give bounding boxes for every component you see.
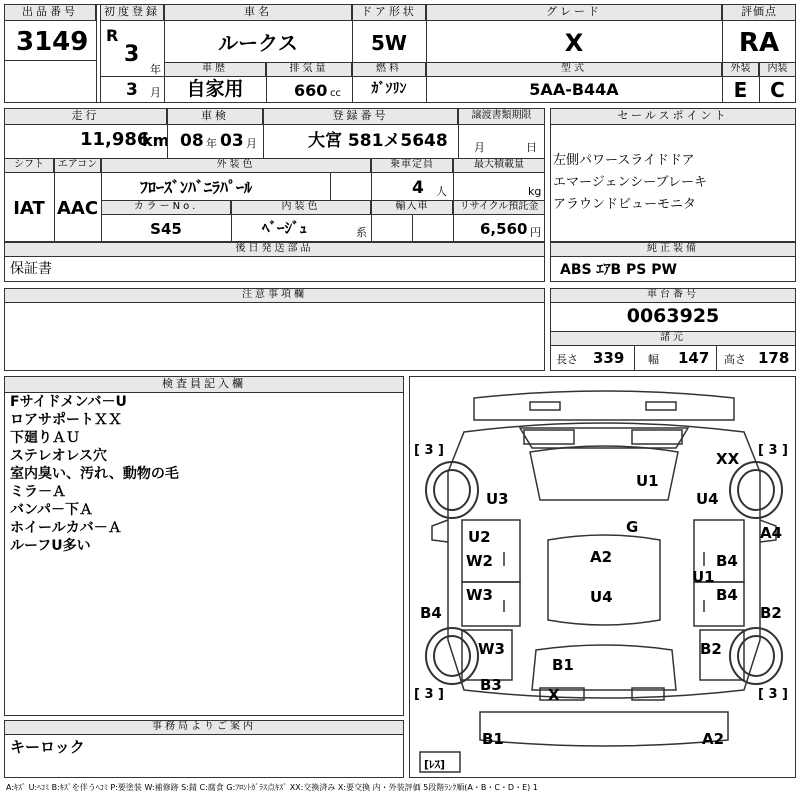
dimensions-header: 諸元 <box>550 331 796 346</box>
inspection-month: 03 <box>220 131 244 151</box>
inspection-year: 08 <box>180 131 204 151</box>
capacity-unit: 人 <box>436 185 447 198</box>
mark-w2: W2 <box>466 552 493 570</box>
inspection-header: 車検 <box>167 108 263 125</box>
recycle-header: リサイクル預託金 <box>453 200 545 215</box>
score-header: 評価点 <box>722 4 796 21</box>
office-header: 事務局よりご案内 <box>4 720 404 735</box>
history-header: 車歴 <box>164 62 266 77</box>
mark-b4-r2: B4 <box>716 586 738 604</box>
model-code: 5AA-B44A <box>529 80 619 99</box>
plate-header: 登録番号 <box>263 108 458 125</box>
mark-g: G <box>626 518 639 536</box>
mark-w3-lower: W3 <box>478 640 505 658</box>
capacity: 4 <box>412 178 424 198</box>
sales-points-header: セールスポイント <box>550 108 796 125</box>
exterior-color: ﾌﾛｰｽﾞﾝﾊﾞﾆﾗﾊﾟｰﾙ <box>140 178 253 197</box>
car-diagram <box>409 376 796 778</box>
width-label: 幅 <box>648 353 659 366</box>
interior-color-header: 内装色 <box>231 200 371 215</box>
max-load-unit: kg <box>528 185 542 198</box>
mark-b4-r1: B4 <box>716 552 738 570</box>
inspection-month-unit: 月 <box>246 137 257 150</box>
fuel-header: 燃料 <box>352 62 426 77</box>
recycle-fee: 6,560 <box>480 220 528 238</box>
mark-a2-bottom: A2 <box>702 730 725 748</box>
genuine-equipment-header: 純正装備 <box>550 242 796 257</box>
inspector-line-6: ミラ－Ａ <box>10 484 66 500</box>
length: 339 <box>593 349 625 367</box>
mark-u1-top: U1 <box>636 472 659 490</box>
inspector-line-5: 室内臭い、汚れ、動物の毛 <box>10 466 179 482</box>
legend: A:ｷｽﾞ U:ﾍｺﾐ B:ｷｽﾞを伴うﾍｺﾐ P:要塗装 W:補修跡 S:錆 C:腐食 G:ﾌﾛﾝﾄｶﾞﾗｽ点ｷｽﾞ XX:交換済み X:要交換 内・外装評価 5段階ﾗﾝｸ順(A・B・C・D・E) 1 <box>6 783 538 792</box>
length-label: 長さ <box>556 353 578 366</box>
displacement: 660 <box>294 81 328 100</box>
chassis-header: 車台番号 <box>550 288 796 303</box>
sales-point-3: アラウンドビューモニタ <box>553 197 697 212</box>
color-no-header: カラーNo. <box>101 200 231 215</box>
genuine-equipment-value: ABS ｴｱB PS PW <box>560 262 677 278</box>
transfer-month: 月 <box>474 141 485 154</box>
air-conditioner: AAC <box>56 198 99 219</box>
mark-b4-left: B4 <box>420 604 442 622</box>
mark-u4-right: U4 <box>696 490 719 508</box>
mark-u3: U3 <box>486 490 509 508</box>
later-parts-value: 保証書 <box>10 261 52 277</box>
mark-x: X <box>548 686 560 704</box>
mark-b2-right: B2 <box>760 604 782 622</box>
office-notice: キーロック <box>10 738 85 756</box>
car-name-header: 車名 <box>164 4 352 21</box>
inspector-line-8: ホイールカバ－Ａ <box>10 520 122 536</box>
inspector-line-3: 下廻りＡＵ <box>10 430 80 446</box>
score: RA <box>738 28 780 58</box>
door-type: 5W <box>371 31 407 55</box>
mileage-header: 走行 <box>4 108 167 125</box>
displacement-unit: cc <box>330 88 341 99</box>
model-header: 型式 <box>426 62 722 77</box>
mark-b1-mid: B1 <box>552 656 574 674</box>
transfer-day: 日 <box>526 141 537 154</box>
month-unit: 月 <box>150 86 161 99</box>
interior-color-unit: 系 <box>356 226 367 239</box>
first-reg-header: 初度登録 <box>100 4 164 21</box>
tire-fl-tread: [ 3 ] <box>414 443 444 458</box>
car-name: ルークス <box>218 31 298 55</box>
chassis-number: 0063925 <box>626 305 720 327</box>
mark-b2-lower: B2 <box>700 640 722 658</box>
exterior-score: E <box>733 78 748 102</box>
inspection-year-unit: 年 <box>206 137 217 150</box>
inspector-line-7: バンパ－下Ａ <box>10 502 94 518</box>
door-header: ドア形状 <box>352 4 426 21</box>
import-header: 輸入車 <box>371 200 453 215</box>
inspector-header: 検査員記入欄 <box>4 376 404 393</box>
plate-number: 大宮 581メ5648 <box>308 131 448 151</box>
mark-u4-center: U4 <box>590 588 613 606</box>
displacement-header: 排気量 <box>266 62 352 77</box>
interior-color: ﾍﾞｰｼﾞｭ <box>262 219 308 237</box>
history: 自家用 <box>186 78 244 100</box>
era: R <box>106 26 119 45</box>
mark-u2: U2 <box>468 528 491 546</box>
tire-rl-tread: [ 3 ] <box>414 687 444 702</box>
interior-header: 内装 <box>759 62 796 77</box>
interior-score: C <box>770 78 785 102</box>
color-header: 外装色 <box>101 158 371 173</box>
width: 147 <box>678 349 710 367</box>
later-parts-header: 後日発送部品 <box>4 242 545 257</box>
shift: IAT <box>13 198 45 219</box>
height-label: 高さ <box>724 353 746 366</box>
inspector-line-2: ロアサポートＸＸ <box>10 412 122 428</box>
mark-u1-mid: U1 <box>692 568 715 586</box>
max-load-header: 最大積載量 <box>453 158 545 173</box>
ac-header: エアコン <box>54 158 101 173</box>
first-reg-month: 3 <box>126 80 138 100</box>
grade: X <box>564 29 584 57</box>
inspector-line-1: Fサイドメンバ－U <box>10 394 127 410</box>
mark-xx: XX <box>716 450 740 468</box>
mark-b3: B3 <box>480 676 502 694</box>
mark-b1-bottom: B1 <box>482 730 504 748</box>
spare-tire: [ﾚｽ] <box>424 758 446 771</box>
inspector-line-4: ステレオレス穴 <box>10 448 108 464</box>
mark-a2-mid: A2 <box>590 548 613 566</box>
first-reg-year: 3 <box>124 42 140 67</box>
color-no: S45 <box>150 220 182 238</box>
sales-point-2: エマージェンシーブレーキ <box>553 175 707 190</box>
transfer-docs-header: 譲渡書類期限 <box>458 108 545 125</box>
inspector-line-9: ルーフU多い <box>10 538 91 554</box>
tire-rr-tread: [ 3 ] <box>758 687 788 702</box>
grade-header: グレード <box>426 4 722 21</box>
fuel: ｶﾞｿﾘﾝ <box>371 81 407 97</box>
mark-a4: A4 <box>760 524 783 542</box>
lot-no-header: 出品番号 <box>4 4 96 21</box>
mileage: 11,986 <box>80 129 150 150</box>
tire-fr-tread: [ 3 ] <box>758 443 788 458</box>
notes-header: 注意事項欄 <box>4 288 545 303</box>
lot-no: 3149 <box>16 27 89 57</box>
year-unit: 年 <box>150 63 161 76</box>
height: 178 <box>758 349 790 367</box>
shift-header: シフト <box>4 158 54 173</box>
recycle-unit: 円 <box>530 226 541 239</box>
exterior-header: 外装 <box>722 62 759 77</box>
sales-point-1: 左側パワースライドドア <box>553 153 695 168</box>
mileage-unit: km <box>142 131 170 150</box>
capacity-header: 乗車定員 <box>371 158 453 173</box>
mark-w3-left: W3 <box>466 586 493 604</box>
